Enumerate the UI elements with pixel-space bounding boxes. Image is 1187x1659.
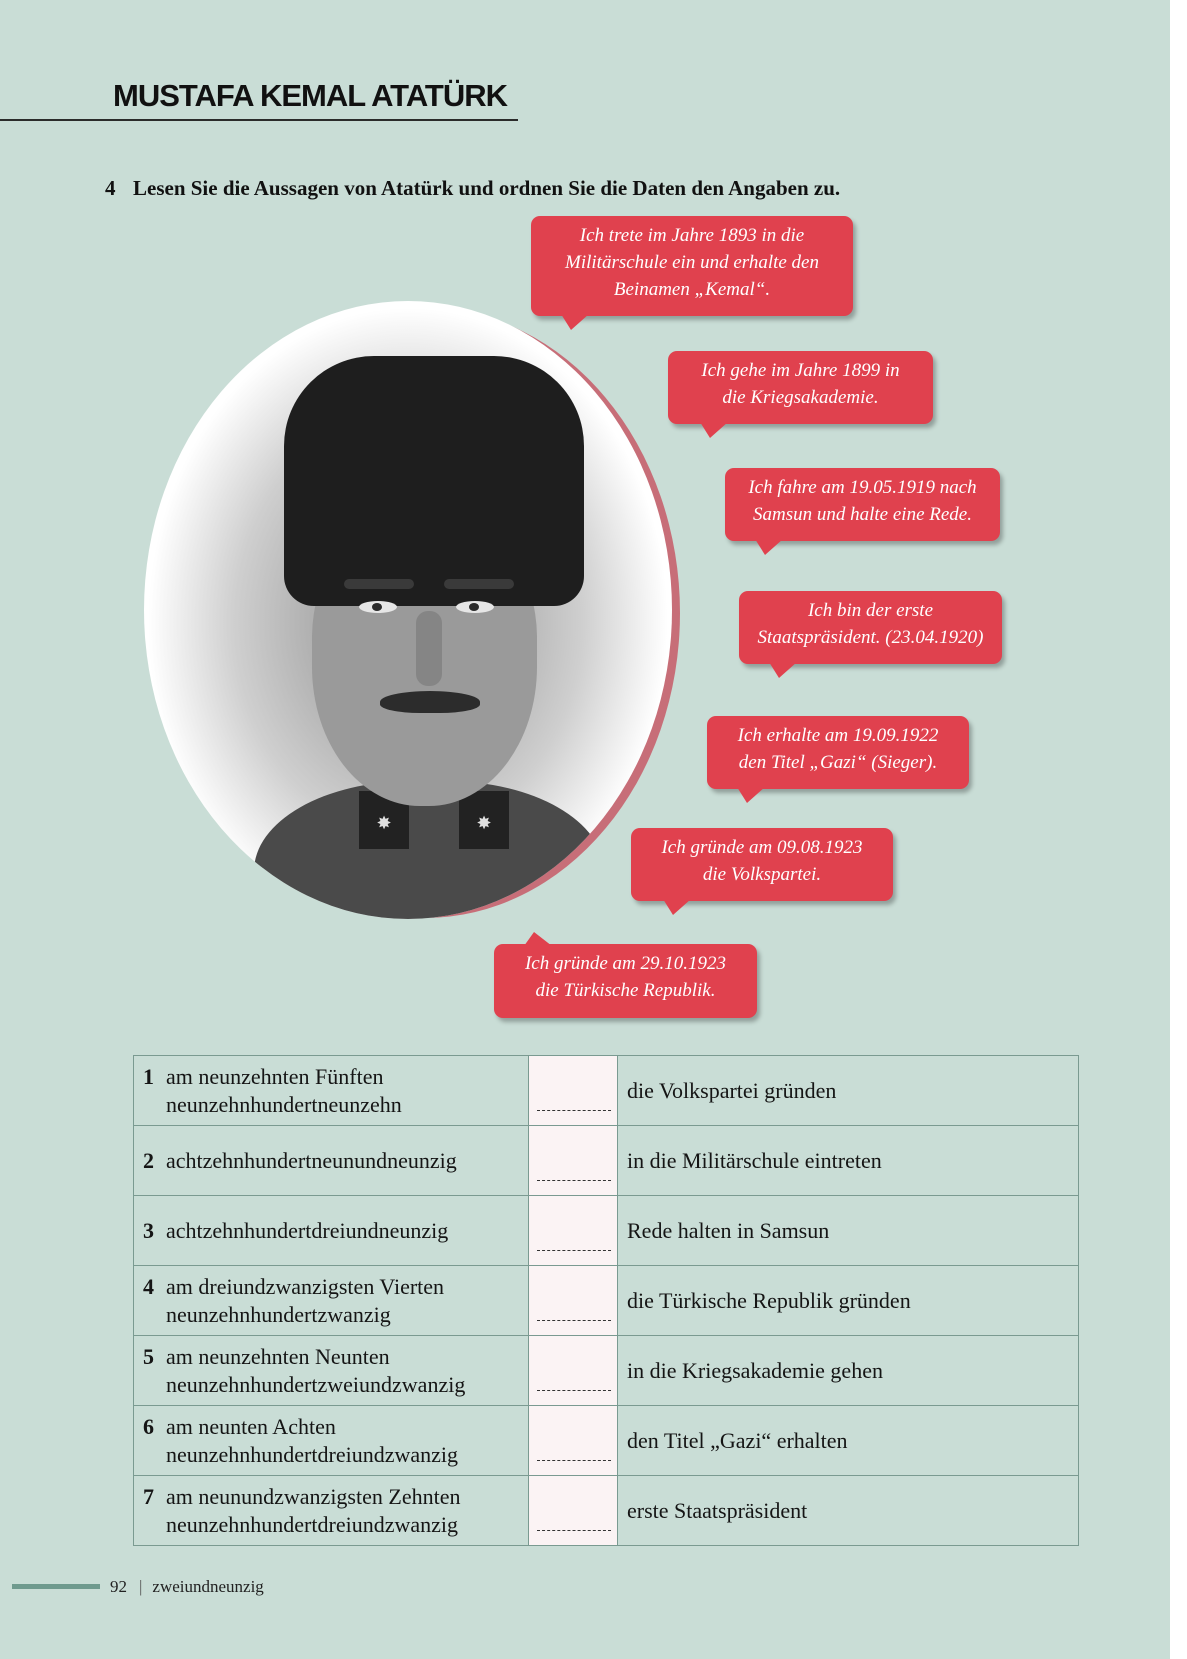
date-text: neunzehnhundertzweiundzwanzig — [166, 1371, 466, 1397]
star-icon: ✸ — [376, 813, 392, 833]
event-cell: die Volkspartei gründen — [618, 1056, 1079, 1126]
bubble-tail — [700, 422, 728, 438]
blank-line — [537, 1390, 611, 1391]
instruction-text: Lesen Sie die Aussagen von Atatürk und ordnen Sie die Daten den Angaben zu. — [133, 176, 841, 200]
answer-blank[interactable] — [529, 1476, 618, 1546]
matching-table — [133, 1055, 1079, 1546]
table-row — [134, 1336, 1079, 1406]
answer-blank[interactable] — [529, 1406, 618, 1476]
event-cell: die Türkische Republik gründen — [618, 1266, 1079, 1336]
date-text: achtzehnhundertneunundneunzig — [166, 1147, 457, 1173]
blank-line — [537, 1320, 611, 1321]
row-number: 4 — [143, 1273, 154, 1299]
footer-separator: | — [139, 1577, 143, 1596]
blank-line — [537, 1180, 611, 1181]
blank-line — [537, 1250, 611, 1251]
bubble-line: Beinamen „Kemal“. — [613, 279, 771, 300]
date-text: neunzehnhundertdreiundzwanzig — [166, 1441, 458, 1467]
date-text: neunzehnhundertdreiundzwanzig — [166, 1511, 458, 1537]
date-text: am neunzehnten Neunten — [166, 1343, 390, 1369]
eyebrow-left — [344, 579, 414, 589]
bubble-tail — [663, 899, 691, 915]
bubble-tail — [561, 314, 589, 330]
row-number: 6 — [143, 1413, 154, 1439]
bubble-tail — [524, 932, 552, 946]
page-title: MUSTAFA KEMAL ATATÜRK — [113, 78, 508, 113]
date-cell — [134, 1406, 529, 1476]
bubble-line: Ich fahre am 19.05.1919 nach — [748, 477, 977, 498]
table-row — [134, 1126, 1079, 1196]
nose — [416, 611, 442, 686]
bubble-line: Ich erhalte am 19.09.1922 — [737, 725, 939, 746]
bubble-line: Ich trete im Jahre 1893 in die — [579, 225, 805, 246]
date-cell — [134, 1476, 529, 1546]
bubble-tail — [737, 787, 765, 803]
date-text: am neunten Achten — [166, 1413, 336, 1439]
speech-bubble — [531, 216, 853, 316]
table-row — [134, 1056, 1079, 1126]
event-cell: erste Staatspräsident — [618, 1476, 1079, 1546]
exercise-instruction — [105, 176, 840, 201]
bubble-line: Staatspräsident. (23.04.1920) — [757, 627, 984, 648]
page-number-word: zweiundneunzig — [152, 1577, 264, 1596]
page-footer — [110, 1577, 264, 1597]
row-number: 3 — [143, 1217, 154, 1243]
exercise-number: 4 — [105, 176, 116, 200]
eye-left — [359, 601, 397, 613]
event-cell: in die Kriegsakademie gehen — [618, 1336, 1079, 1406]
page-number: 92 — [110, 1577, 127, 1596]
blank-line — [537, 1460, 611, 1461]
row-number: 1 — [143, 1063, 154, 1089]
speech-bubble — [631, 828, 893, 901]
event-cell: Rede halten in Samsun — [618, 1196, 1079, 1266]
speech-bubble — [725, 468, 1000, 541]
speech-bubble — [707, 716, 969, 789]
table-row — [134, 1196, 1079, 1266]
bubble-line: Ich gründe am 29.10.1923 — [524, 953, 727, 974]
eyebrow-right — [444, 579, 514, 589]
date-cell — [134, 1126, 529, 1196]
answer-blank[interactable] — [529, 1196, 618, 1266]
date-text: neunzehnhundertzwanzig — [166, 1301, 391, 1327]
table-row — [134, 1406, 1079, 1476]
row-number: 7 — [143, 1483, 154, 1509]
answer-blank[interactable] — [529, 1056, 618, 1126]
bubble-line: Ich gehe im Jahre 1899 in — [701, 360, 900, 381]
date-text: am neunundzwanzigsten Zehnten — [166, 1483, 461, 1509]
answer-blank[interactable] — [529, 1266, 618, 1336]
bubble-line: den Titel „Gazi“ (Sieger). — [738, 752, 938, 773]
bubble-line: Samsun und halte eine Rede. — [753, 504, 972, 525]
date-text: am dreiundzwanzigsten Vierten — [166, 1273, 445, 1299]
date-text: achtzehnhundertdreiundneunzig — [166, 1217, 449, 1243]
date-cell — [134, 1056, 529, 1126]
bubble-line: die Kriegsakademie. — [722, 387, 879, 408]
bubble-line: die Türkische Republik. — [535, 980, 716, 1001]
bubble-tail — [755, 539, 783, 555]
row-number: 5 — [143, 1343, 154, 1369]
bubble-line: Militärschule ein und erhalte den — [565, 252, 819, 273]
table-row — [134, 1266, 1079, 1336]
bubble-tail — [769, 662, 797, 678]
table-row — [134, 1476, 1079, 1546]
date-text: neunzehnhundertneunzehn — [166, 1091, 402, 1117]
mustache — [380, 691, 480, 713]
event-cell: den Titel „Gazi“ erhalten — [618, 1406, 1079, 1476]
eye-right — [456, 601, 494, 613]
bubble-line: Ich gründe am 09.08.1923 — [661, 837, 863, 858]
date-cell — [134, 1196, 529, 1266]
speech-bubble — [739, 591, 1002, 664]
speech-bubble — [494, 944, 757, 1018]
bubble-line: die Volkspartei. — [702, 864, 822, 885]
blank-line — [537, 1530, 611, 1531]
footer-accent-bar — [12, 1584, 100, 1589]
star-icon: ✸ — [476, 813, 492, 833]
bubble-line: Ich bin der erste — [807, 600, 934, 621]
date-cell — [134, 1336, 529, 1406]
answer-blank[interactable] — [529, 1126, 618, 1196]
title-underline — [0, 119, 518, 121]
portrait-photo — [144, 301, 672, 919]
answer-blank[interactable] — [529, 1336, 618, 1406]
date-cell — [134, 1266, 529, 1336]
event-cell: in die Militärschule eintreten — [618, 1126, 1079, 1196]
date-text: am neunzehnten Fünften — [166, 1063, 384, 1089]
row-number: 2 — [143, 1147, 154, 1173]
blank-line — [537, 1110, 611, 1111]
speech-bubble — [668, 351, 933, 424]
fur-hat — [284, 356, 584, 606]
